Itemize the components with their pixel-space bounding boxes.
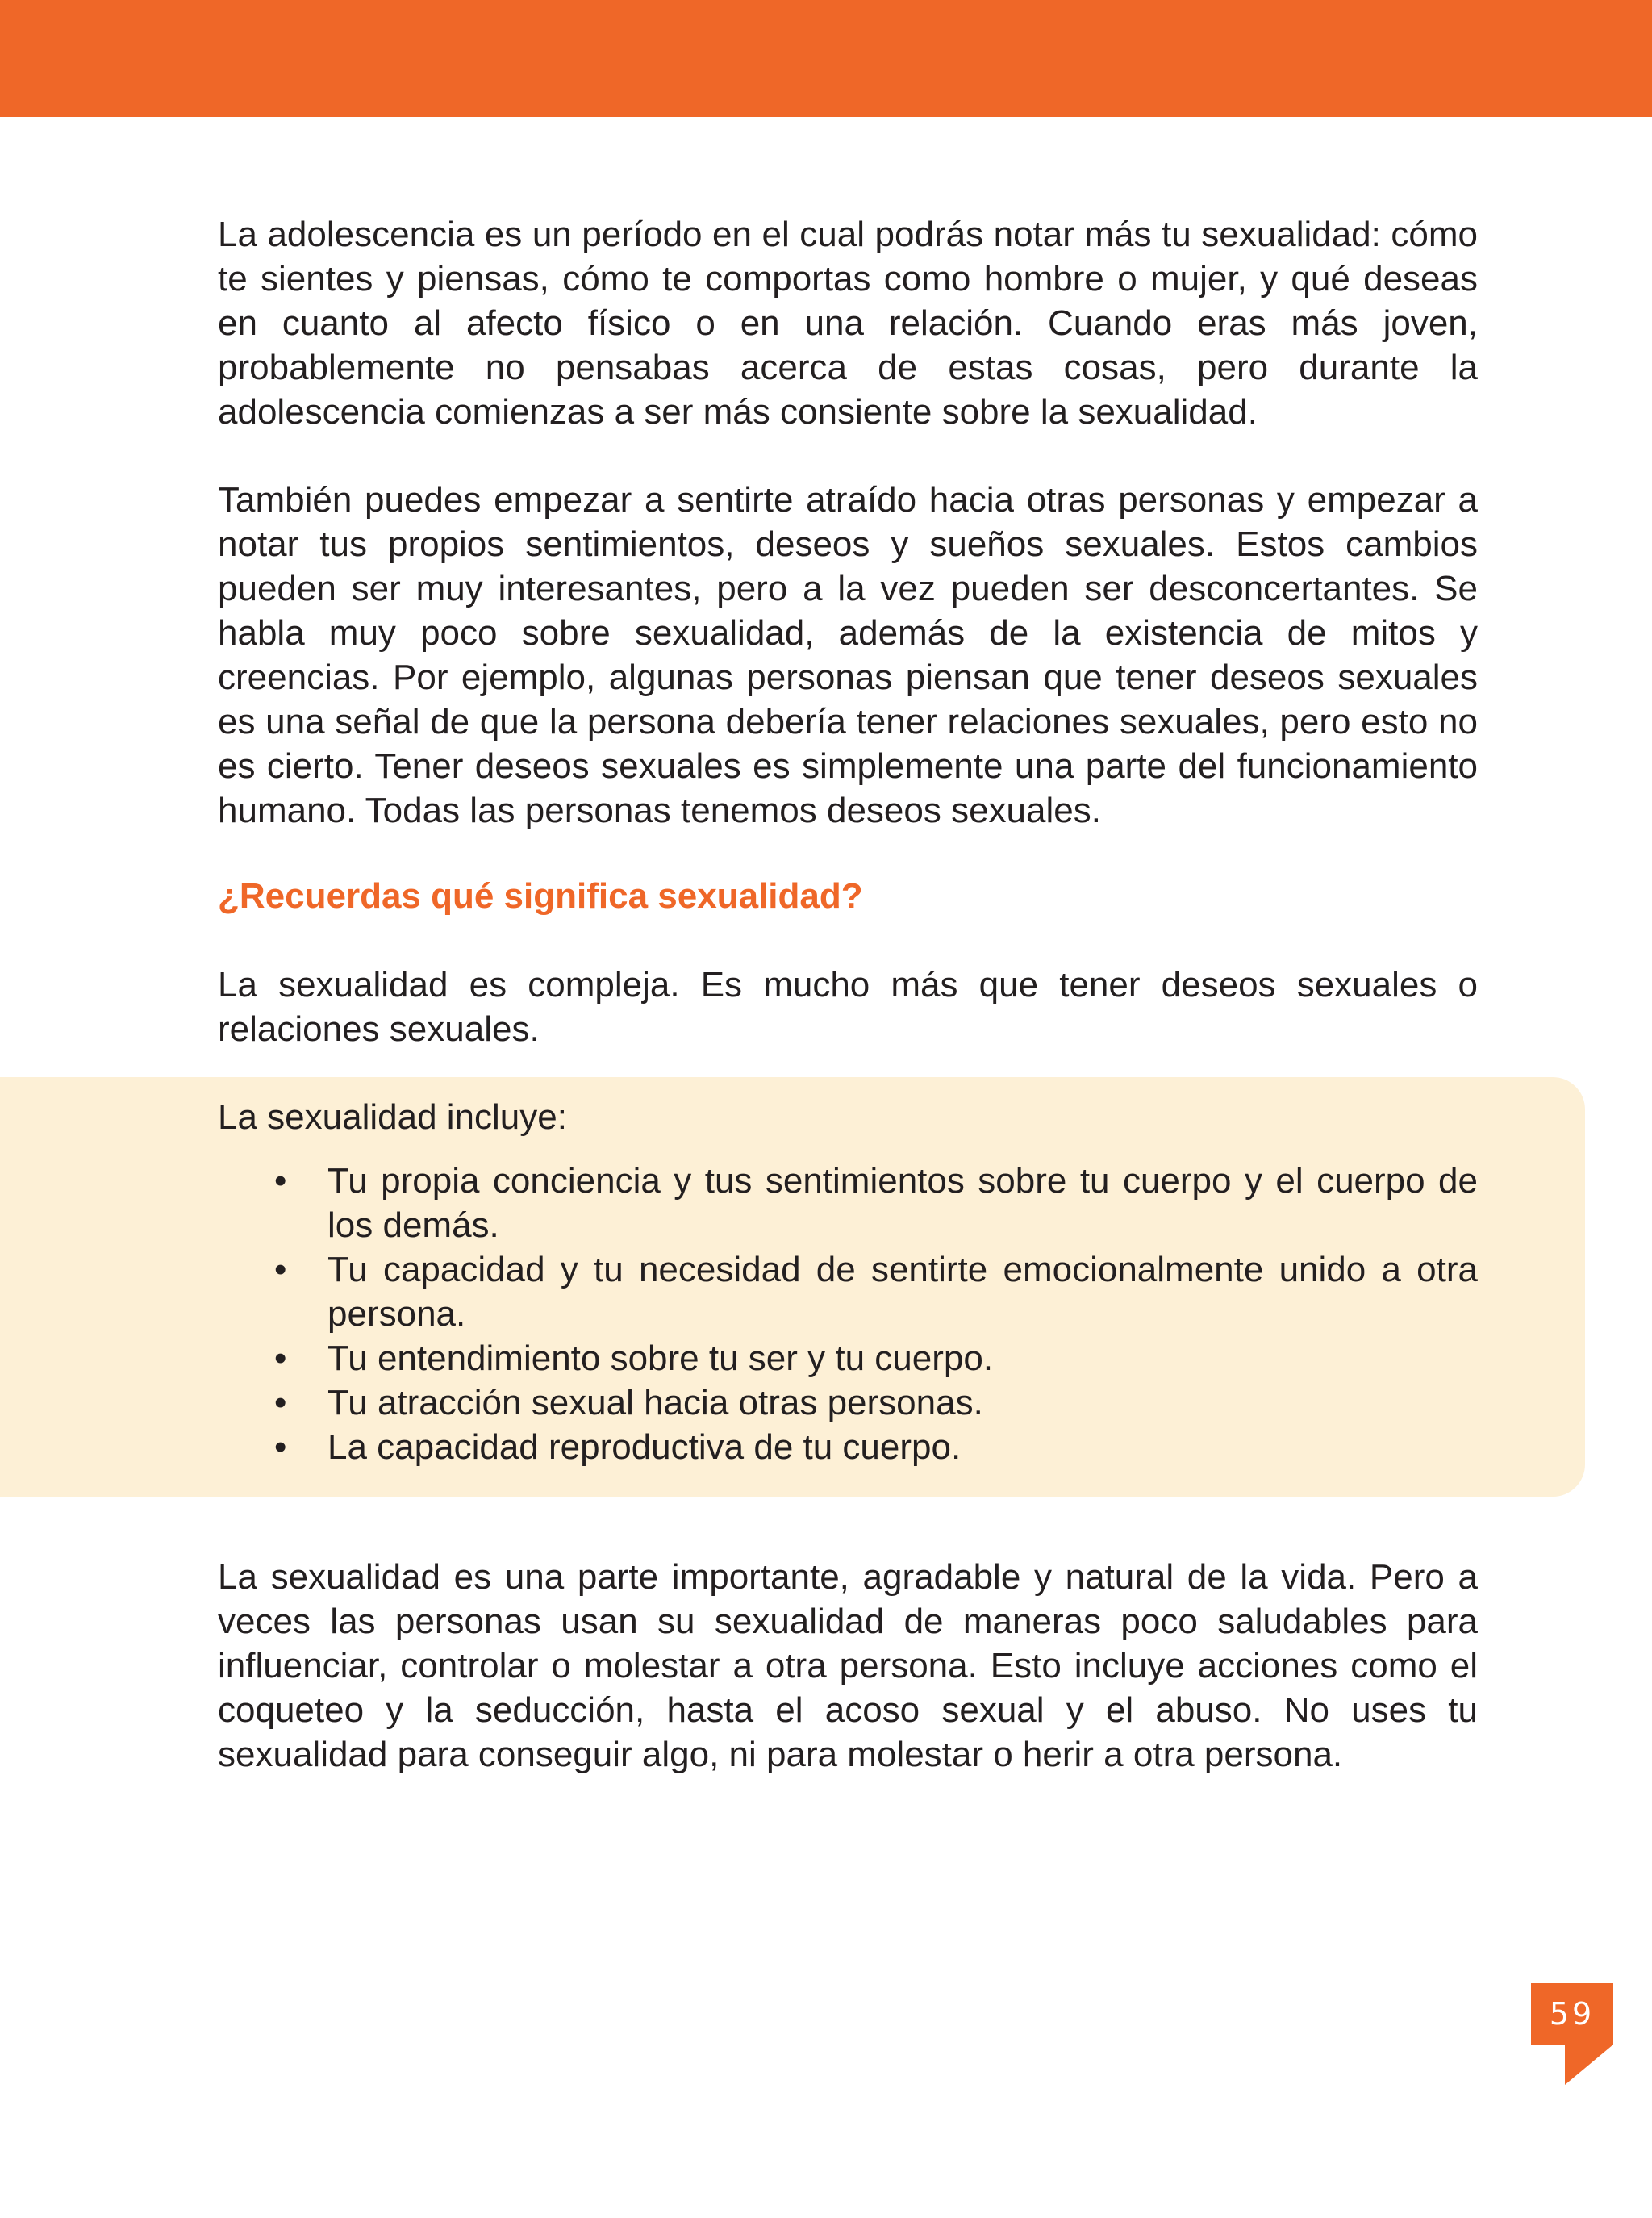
bullet-icon: • [274, 1383, 287, 1422]
list-item-text: Tu entendimiento sobre tu ser y tu cuerpo. [327, 1339, 994, 1378]
page-tab-pointer [1565, 2045, 1613, 2085]
list-item [218, 1336, 1478, 1381]
list-item-text: La capacidad reproductiva de tu cuerpo. [327, 1427, 962, 1467]
complexity-paragraph: La sexualidad es compleja. Es mucho más que tener deseos sexuales o relaciones sexuales. [218, 965, 1478, 1049]
top-color-band [0, 0, 1652, 117]
list-item-text: Tu propia conciencia y tus sentimientos sobre tu cuerpo y el cuerpo de los demás. [327, 1161, 1478, 1245]
bullet-icon: • [274, 1161, 287, 1201]
closing-paragraph: La sexualidad es una parte importante, agradable y natural de la vida. Pero a veces las personas usan su sexualidad de maneras poco saludables para influenciar, controlar o molestar a otra persona. Esto incluye acciones como el coqueteo y la seducción, hasta el acoso sexual y el abuso. No uses tu sexualidad para conseguir algo, ni para molestar o herir a otra persona. [218, 1557, 1478, 1774]
list-item [218, 1159, 1478, 1247]
section-heading: ¿Recuerdas qué significa sexualidad? [218, 876, 863, 916]
intro-paragraph: La adolescencia es un período en el cual podrás notar más tu sexualidad: cómo te sientes y piensas, cómo te comportas como hombre o mujer, y qué deseas en cuanto al afecto físico o en una relación. Cuando eras más joven, probablemente no pensabas acerca de estas cosas, pero durante la adolescencia comienzas a ser más consiente sobre la sexualidad. [218, 215, 1478, 432]
page-number: 59 [1531, 1983, 1613, 2045]
attraction-paragraph: También puedes empezar a sentirte atraído hacia otras personas y empezar a notar tus propios sentimientos, deseos y sueños sexuales. Estos cambios pueden ser muy interesantes, pero a la vez pueden ser desconcertantes. Se habla muy poco sobre sexualidad, además de la existencia de mitos y creencias. Por ejemplo, algunas personas piensan que tener deseos sexuales es una señal de que la persona debería tener relaciones sexuales, pero esto no es cierto. Tener deseos sexuales es simplemente una parte del funcionamiento humano. Todas las personas tenemos deseos sexuales. [218, 480, 1478, 830]
list-item [218, 1381, 1478, 1425]
list-item-text: Tu capacidad y tu necesidad de sentirte emocionalmente unido a otra persona. [327, 1250, 1478, 1334]
bullet-icon: • [274, 1339, 287, 1378]
list-item-text: Tu atracción sexual hacia otras personas. [327, 1383, 983, 1422]
list-item [218, 1247, 1478, 1336]
bullet-icon: • [274, 1427, 287, 1467]
bullet-icon: • [274, 1250, 287, 1289]
list-item [218, 1425, 1478, 1469]
callout-bullet-list [218, 1159, 1478, 1469]
callout-title: La sexualidad incluye: [218, 1097, 567, 1137]
